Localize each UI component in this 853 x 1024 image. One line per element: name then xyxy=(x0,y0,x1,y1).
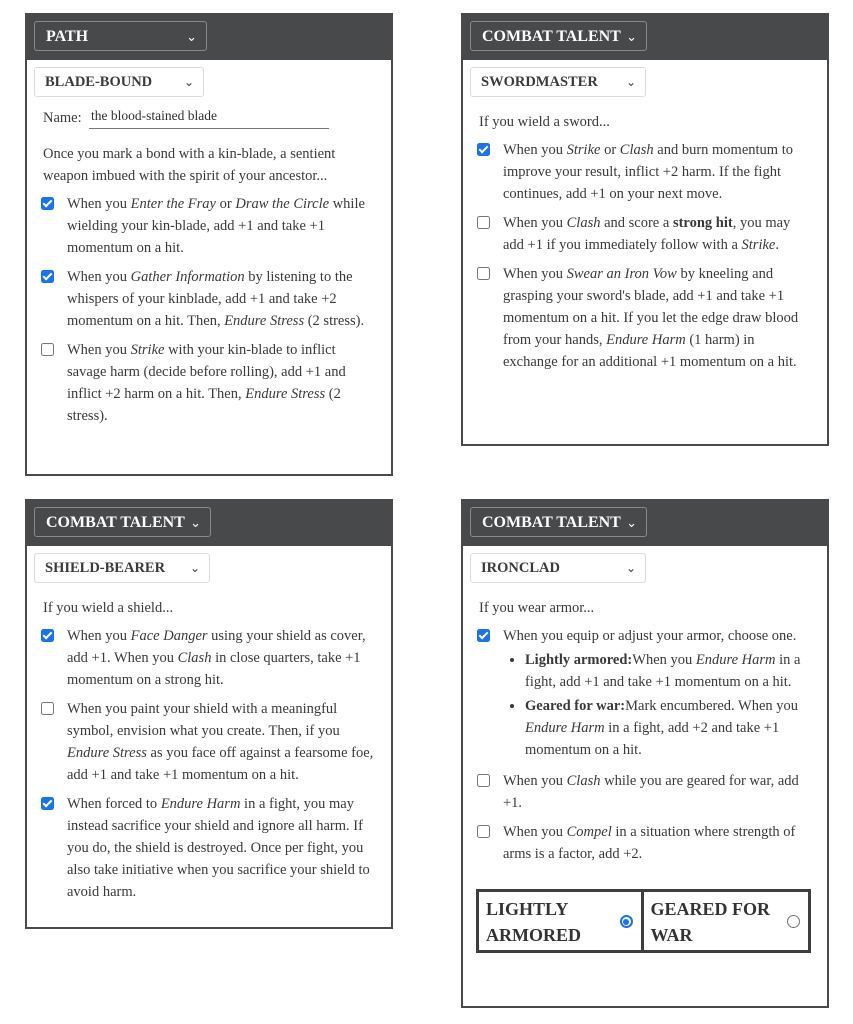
ability-list xyxy=(477,139,811,373)
ability-text: When you xyxy=(503,215,567,231)
move-name: Endure Harm xyxy=(160,796,241,812)
ability-description xyxy=(67,193,375,259)
move-name: Endure Stress xyxy=(224,313,305,329)
ability-text: in close quarters, take +1 momentum on a strong hit. xyxy=(67,650,361,688)
checkbox-checked[interactable] xyxy=(41,797,54,810)
ability-item xyxy=(477,625,811,763)
move-name: Clash xyxy=(619,142,654,158)
ability-text: (1 harm) in exchange for an additional +1 momentum on a hit. xyxy=(503,332,797,370)
ability-text: by kneeling and grasping your sword's blade, add +1 and take +1 momentum on a hit. If you let the edge draw blood from your hands, xyxy=(503,266,799,348)
emphasis-text: Lightly armored: xyxy=(525,652,633,668)
ability-text: (2 stress). xyxy=(67,386,341,424)
move-name: Endure Harm xyxy=(525,720,605,736)
ability-description xyxy=(503,139,811,205)
ability-text: When you xyxy=(503,773,567,789)
category-label: COMBAT TALENT xyxy=(482,28,621,45)
ability-text: as you face off against a fearsome foe, add +1 and take +1 momentum on a hit. xyxy=(67,745,374,783)
move-name: Endure Stress xyxy=(67,745,147,761)
armor-option-label: LIGHTLY ARMORED xyxy=(486,899,581,945)
name-label: Name: xyxy=(43,110,82,126)
asset-intro: If you wear armor... xyxy=(479,600,595,616)
asset-label: BLADE-BOUND xyxy=(45,74,153,90)
asset-intro: Once you mark a bond with a kin-blade, a sentient weapon imbued with the spirit of your ancestor... xyxy=(43,146,336,184)
chevron-down-icon: ⌄ xyxy=(626,29,637,44)
move-name: Endure Harm xyxy=(606,332,686,348)
ability-text: When you xyxy=(503,142,567,158)
ability-text: When you xyxy=(67,342,131,358)
ability-text: in a fight, add +1 and take +1 momentum on a hit. xyxy=(525,652,801,690)
ability-description xyxy=(503,212,811,256)
armor-option-lightly-armored[interactable] xyxy=(476,889,644,953)
ability-item xyxy=(477,821,811,865)
ability-text: with your kin-blade to inflict savage harm (decide before rolling), add +1 and inflict +2 harm on a hit. Then, xyxy=(67,342,346,402)
ability-text: while you are geared for war, add +1. xyxy=(503,773,799,811)
ability-description xyxy=(503,625,811,763)
ability-text: Mark encumbered. When you xyxy=(625,698,799,714)
asset-intro: If you wield a sword... xyxy=(479,114,610,130)
chevron-down-icon: ⌄ xyxy=(190,515,201,530)
ability-list xyxy=(41,625,375,903)
category-select[interactable] xyxy=(470,21,647,51)
ability-description xyxy=(503,770,811,814)
ability-text: When you xyxy=(632,652,696,668)
ability-list xyxy=(41,193,375,427)
armor-option-geared-for-war[interactable] xyxy=(644,889,811,953)
card-header xyxy=(27,13,391,60)
checkbox-unchecked[interactable] xyxy=(41,343,54,356)
ability-text: using your shield as cover, add +1. When you xyxy=(67,628,366,666)
category-select[interactable] xyxy=(34,507,211,537)
move-name: Endure Harm xyxy=(695,652,776,668)
chevron-down-icon: ⌄ xyxy=(625,561,636,575)
ability-text: When forced to xyxy=(67,796,161,812)
asset-select[interactable] xyxy=(470,67,646,97)
move-name: Compel xyxy=(566,824,612,840)
ability-item xyxy=(477,212,811,256)
category-label: COMBAT TALENT xyxy=(482,514,621,531)
chevron-down-icon: ⌄ xyxy=(183,75,194,89)
ability-text: in a situation where strength of arms is a factor, add +2. xyxy=(503,824,796,862)
ability-description xyxy=(67,793,375,903)
move-name: Clash xyxy=(566,215,601,231)
ability-item xyxy=(41,266,375,332)
ability-text: in a fight, add +2 and take +1 momentum on a hit. xyxy=(525,720,780,758)
asset-label: SWORDMASTER xyxy=(481,74,598,90)
option-item xyxy=(525,695,811,761)
asset-label: SHIELD-BEARER xyxy=(45,560,166,576)
chevron-down-icon: ⌄ xyxy=(189,561,200,575)
armor-option-group xyxy=(476,889,811,953)
ability-item xyxy=(41,339,375,427)
asset-select[interactable] xyxy=(34,67,204,97)
ability-text: while wielding your kin-blade, add +1 and take +1 momentum on a hit. xyxy=(67,196,365,256)
checkbox-checked[interactable] xyxy=(477,143,490,156)
card-header xyxy=(463,13,827,60)
chevron-down-icon: ⌄ xyxy=(625,75,636,89)
ability-text: by listening to the whispers of your kinblade, add +1 and take +2 momentum on a hit. Then, xyxy=(67,269,353,329)
category-label: COMBAT TALENT xyxy=(46,514,185,531)
category-label: PATH xyxy=(46,28,89,45)
ability-description xyxy=(67,625,375,691)
radio-button[interactable] xyxy=(620,915,633,928)
move-name: Face Danger xyxy=(130,628,208,644)
checkbox-unchecked[interactable] xyxy=(477,825,490,838)
checkbox-checked[interactable] xyxy=(477,629,490,642)
checkbox-checked[interactable] xyxy=(41,270,54,283)
ability-item xyxy=(41,698,375,786)
ability-text: and burn momentum to improve your result, inflict +2 harm. If the fight continues, add +1 on your next move. xyxy=(503,142,793,202)
card-header xyxy=(27,499,391,546)
ability-text: or xyxy=(600,142,620,158)
armor-option-label: GEARED FOR WAR xyxy=(650,899,771,945)
ability-item xyxy=(477,139,811,205)
radio-button[interactable] xyxy=(787,915,800,928)
move-name: Draw the Circle xyxy=(235,196,330,212)
ability-item xyxy=(41,193,375,259)
ability-description xyxy=(503,821,811,865)
checkbox-unchecked[interactable] xyxy=(477,267,490,280)
shield-bearer-card xyxy=(25,499,393,929)
checkbox-checked[interactable] xyxy=(41,197,54,210)
card-header xyxy=(463,499,827,546)
ability-item xyxy=(41,793,375,903)
category-select[interactable] xyxy=(34,21,207,51)
checkbox-unchecked[interactable] xyxy=(41,702,54,715)
asset-intro: If you wield a shield... xyxy=(43,600,174,616)
option-item xyxy=(525,649,811,693)
category-select[interactable] xyxy=(470,507,647,537)
move-name: Endure Stress xyxy=(245,386,326,402)
ability-text: and score a xyxy=(600,215,673,231)
ability-text: or xyxy=(216,196,236,212)
ability-item xyxy=(41,625,375,691)
path-card xyxy=(25,13,393,476)
ability-text: . xyxy=(775,237,779,253)
swordmaster-card xyxy=(461,13,829,446)
asset-select[interactable] xyxy=(470,553,646,583)
name-input[interactable] xyxy=(89,107,329,129)
emphasis-text: Geared for war: xyxy=(525,698,626,714)
ability-text: When you xyxy=(503,824,567,840)
option-list xyxy=(503,649,811,761)
ability-item xyxy=(477,263,811,373)
move-name: Strike xyxy=(741,237,776,253)
move-name: Strike xyxy=(566,142,601,158)
ability-list xyxy=(477,625,811,865)
move-name: Enter the Fray xyxy=(130,196,216,212)
asset-label: IRONCLAD xyxy=(481,560,560,576)
ability-description xyxy=(503,263,811,373)
chevron-down-icon: ⌄ xyxy=(626,515,637,530)
ability-description xyxy=(67,266,375,332)
checkbox-unchecked[interactable] xyxy=(477,774,490,787)
ability-text: , you may add +1 if you immediately follow with a xyxy=(503,215,791,253)
move-name: Strike xyxy=(130,342,165,358)
ironclad-card xyxy=(461,499,829,1008)
checkbox-checked[interactable] xyxy=(41,629,54,642)
move-name: Gather Information xyxy=(130,269,245,285)
move-name: Clash xyxy=(177,650,212,666)
name-row xyxy=(41,107,375,133)
move-name: Swear an Iron Vow xyxy=(566,266,677,282)
ability-text: When you equip or adjust your armor, choose one. xyxy=(503,628,797,644)
ability-text: When you xyxy=(67,628,131,644)
ability-description xyxy=(67,698,375,786)
ability-text: When you xyxy=(503,266,567,282)
ability-text: When you paint your shield with a meaningful symbol, envision what you create. Then, if you xyxy=(67,701,340,739)
chevron-down-icon: ⌄ xyxy=(186,29,197,44)
ability-item xyxy=(477,770,811,814)
ability-text: When you xyxy=(67,269,131,285)
asset-select[interactable] xyxy=(34,553,210,583)
move-name: Clash xyxy=(566,773,601,789)
ability-description xyxy=(67,339,375,427)
checkbox-unchecked[interactable] xyxy=(477,216,490,229)
ability-text: in a fight, you may instead sacrifice your shield and ignore all harm. If you do, the shield is destroyed. Once per fight, you also take initiative when you sacrifice your shield to avoid harm. xyxy=(67,796,370,900)
ability-text: When you xyxy=(67,196,131,212)
ability-text: (2 stress). xyxy=(304,313,365,329)
emphasis-text: strong hit xyxy=(672,215,733,231)
